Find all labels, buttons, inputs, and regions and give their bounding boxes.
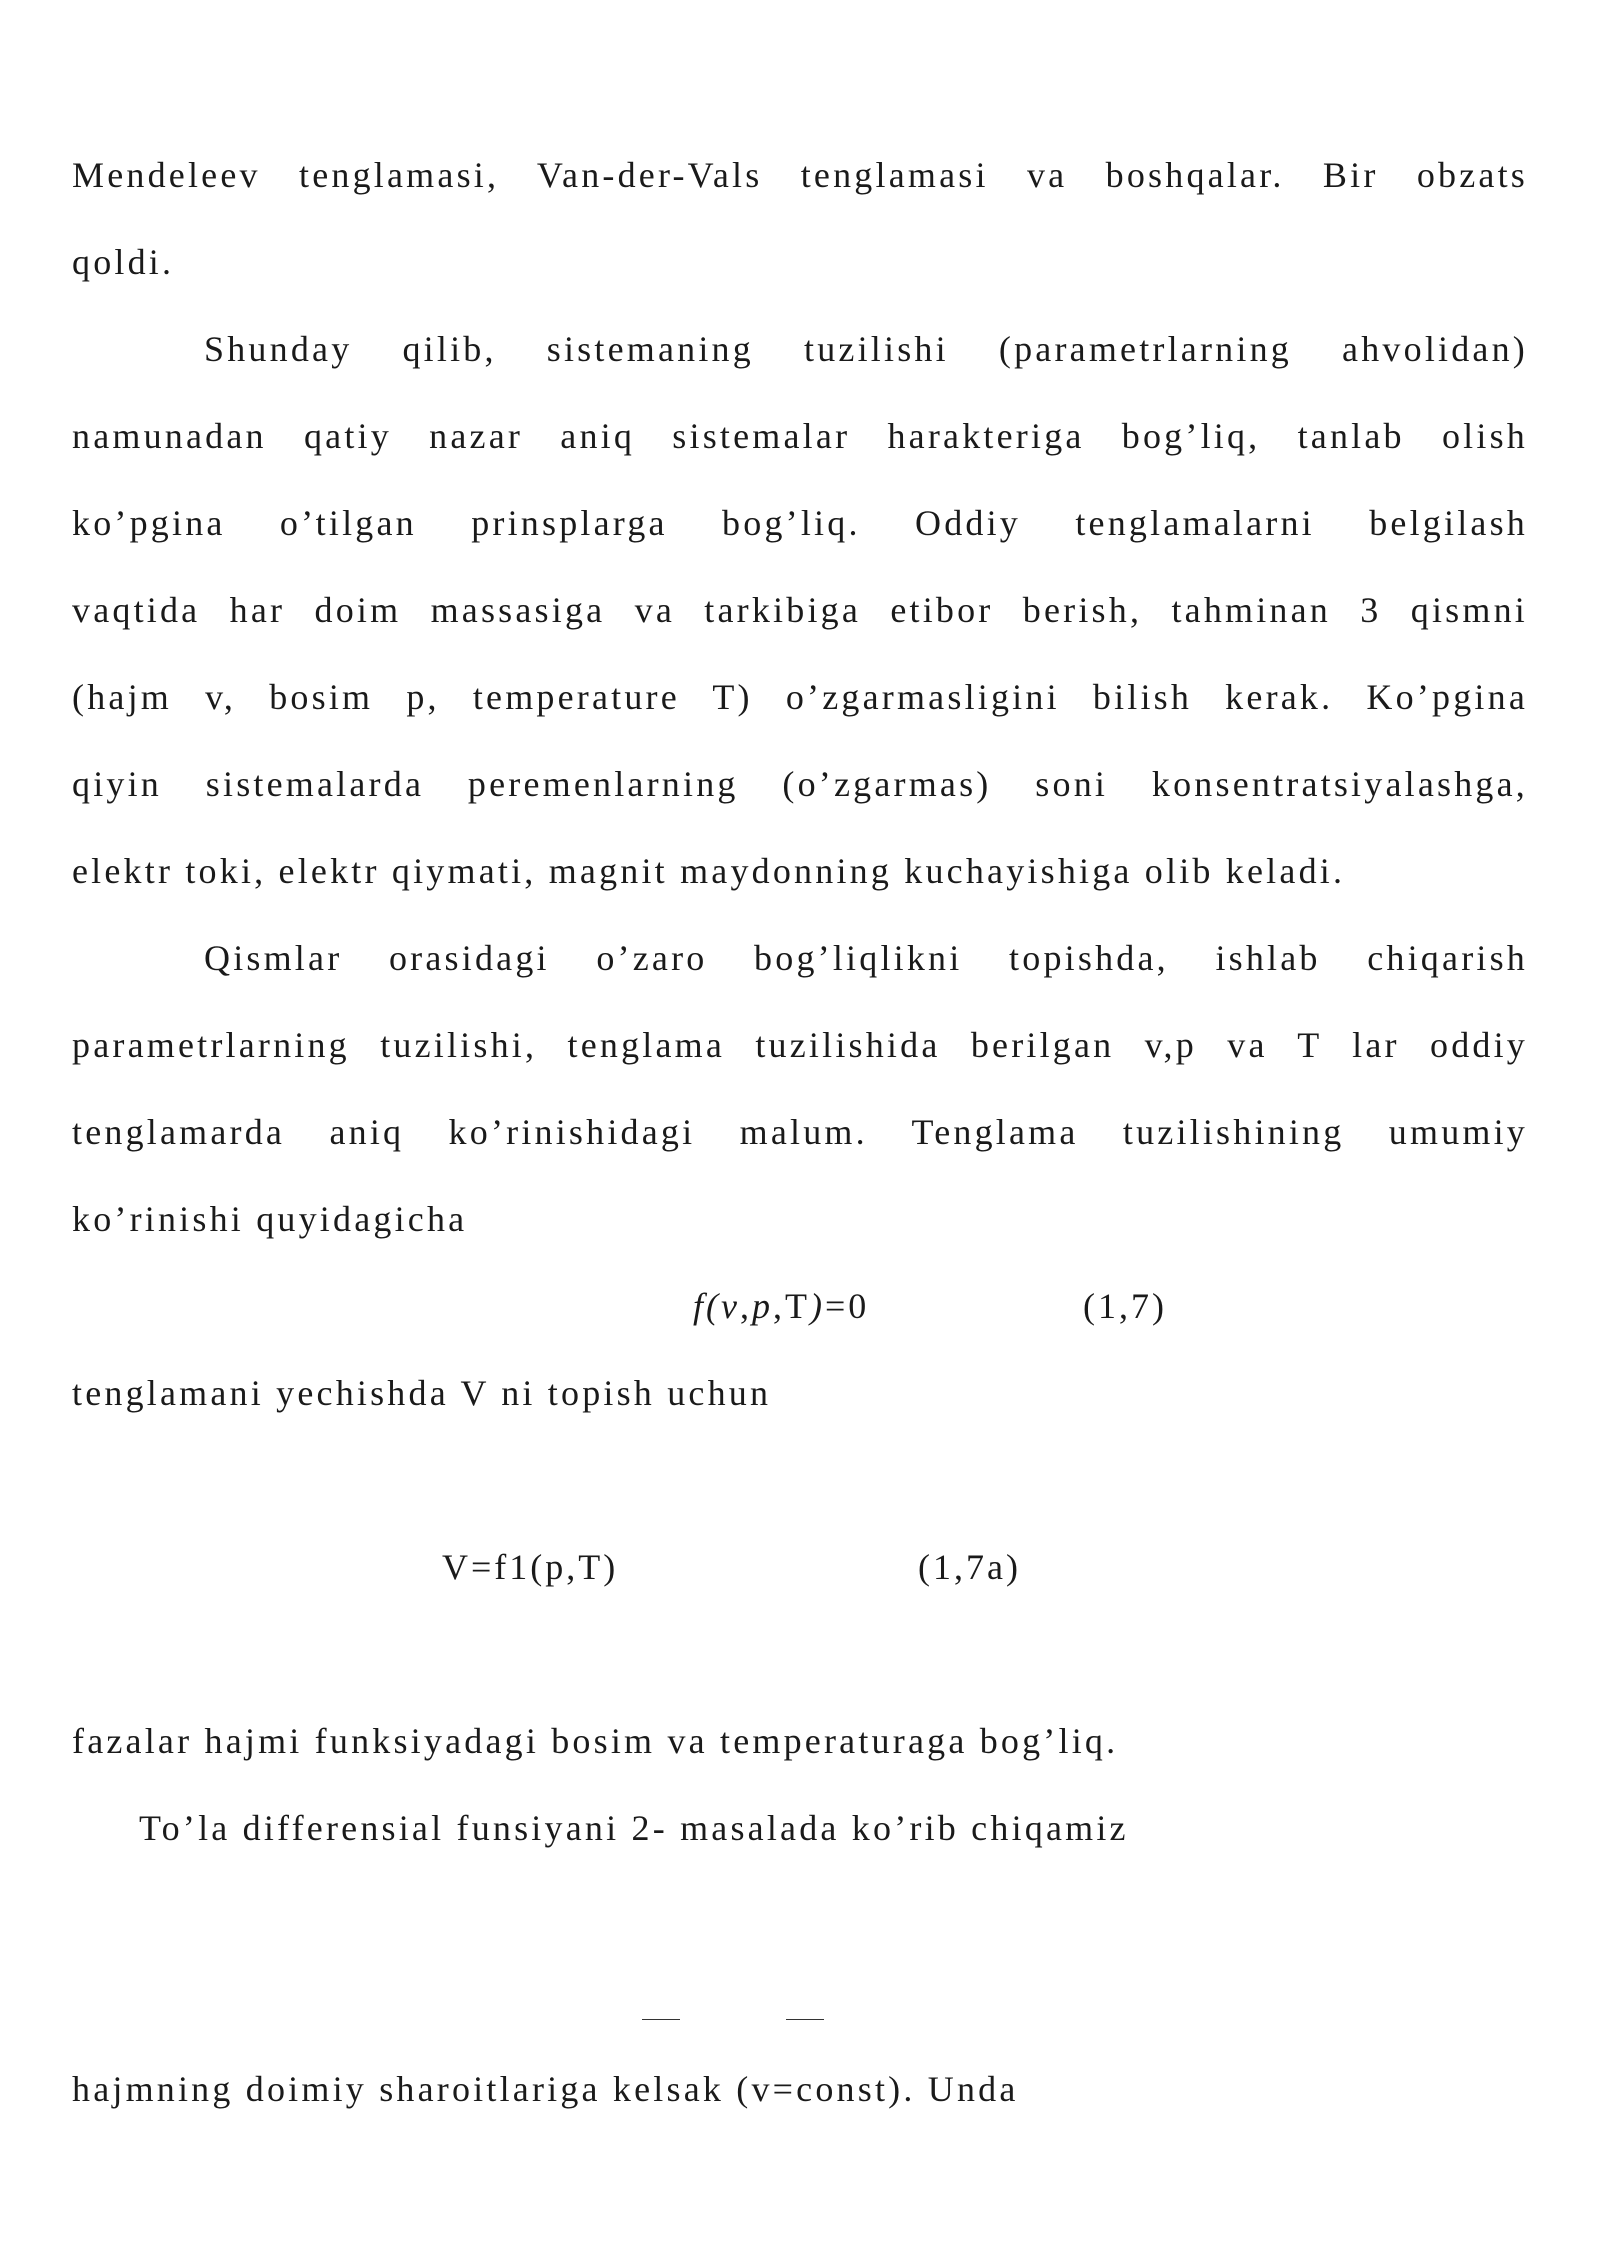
paragraph-line: Mendeleev tenglamasi, Van-der-Vals tenglamasi va boshqalar. Bir obzats	[72, 155, 1528, 195]
paragraph-line: (hajm v, bosim p, temperature T) o’zgarmasligini bilish kerak. Ko’pgina	[72, 677, 1528, 717]
paragraph-line: ko’pgina o’tilgan prinsplarga bog’liq. Oddiy tenglamalarni belgilash	[72, 503, 1528, 543]
equation-1-rhs: =0	[825, 1286, 870, 1326]
paragraph-line: Shunday qilib, sistemaning tuzilishi (parametrlarning ahvolidan)	[204, 329, 1528, 369]
paragraph-line: To’la differensial funsiyani 2- masalada ko’rib chiqamiz	[139, 1808, 1129, 1848]
equation-1-number: (1,7)	[1083, 1286, 1167, 1326]
fraction-bar	[786, 2019, 824, 2020]
equation-1-comma: ,	[773, 1286, 785, 1326]
equation-1-close-paren: )	[810, 1286, 825, 1326]
paragraph-line: Qismlar orasidagi o’zaro bog’liqlikni topishda, ishlab chiqarish	[204, 938, 1528, 978]
equation-2-number: (1,7a)	[918, 1547, 1021, 1587]
paragraph-line: qoldi.	[72, 242, 175, 282]
equation-2: V=f1(p,T)	[442, 1547, 619, 1587]
equation-1-p: p	[752, 1286, 773, 1326]
paragraph-line: vaqtida har doim massasiga va tarkibiga etibor berish, tahminan 3 qismni	[72, 590, 1528, 630]
equation-1-comma: ,	[740, 1286, 752, 1326]
equation-1-T: T	[785, 1286, 810, 1326]
paragraph-line: hajmning doimiy sharoitlariga kelsak (v=const). Unda	[72, 2069, 1019, 2109]
paragraph-line: tenglamarda aniq ko’rinishidagi malum. Tenglama tuzilishining umumiy	[72, 1112, 1528, 1152]
paragraph-line: ko’rinishi quyidagicha	[72, 1199, 468, 1239]
paragraph-line: parametrlarning tuzilishi, tenglama tuzilishida berilgan v,p va T lar oddiy	[72, 1025, 1528, 1065]
paragraph-line: tenglamani yechishda V ni topish uchun	[72, 1373, 772, 1413]
equation-1-open-paren: (	[706, 1286, 722, 1326]
equation-1	[693, 1284, 869, 1328]
fraction-bar	[642, 2019, 680, 2020]
paragraph-line: namunadan qatiy nazar aniq sistemalar harakteriga bog’liq, tanlab olish	[72, 416, 1528, 456]
paragraph-line: elektr toki, elektr qiymati, magnit maydonning kuchayishiga olib keladi.	[72, 851, 1346, 891]
equation-1-f: f	[693, 1286, 707, 1326]
paragraph-line: fazalar hajmi funksiyadagi bosim va temperaturaga bog’liq.	[72, 1721, 1119, 1761]
paragraph-line: qiyin sistemalarda peremenlarning (o’zgarmas) soni konsentratsiyalashga,	[72, 764, 1528, 804]
equation-1-v: v	[721, 1286, 740, 1326]
